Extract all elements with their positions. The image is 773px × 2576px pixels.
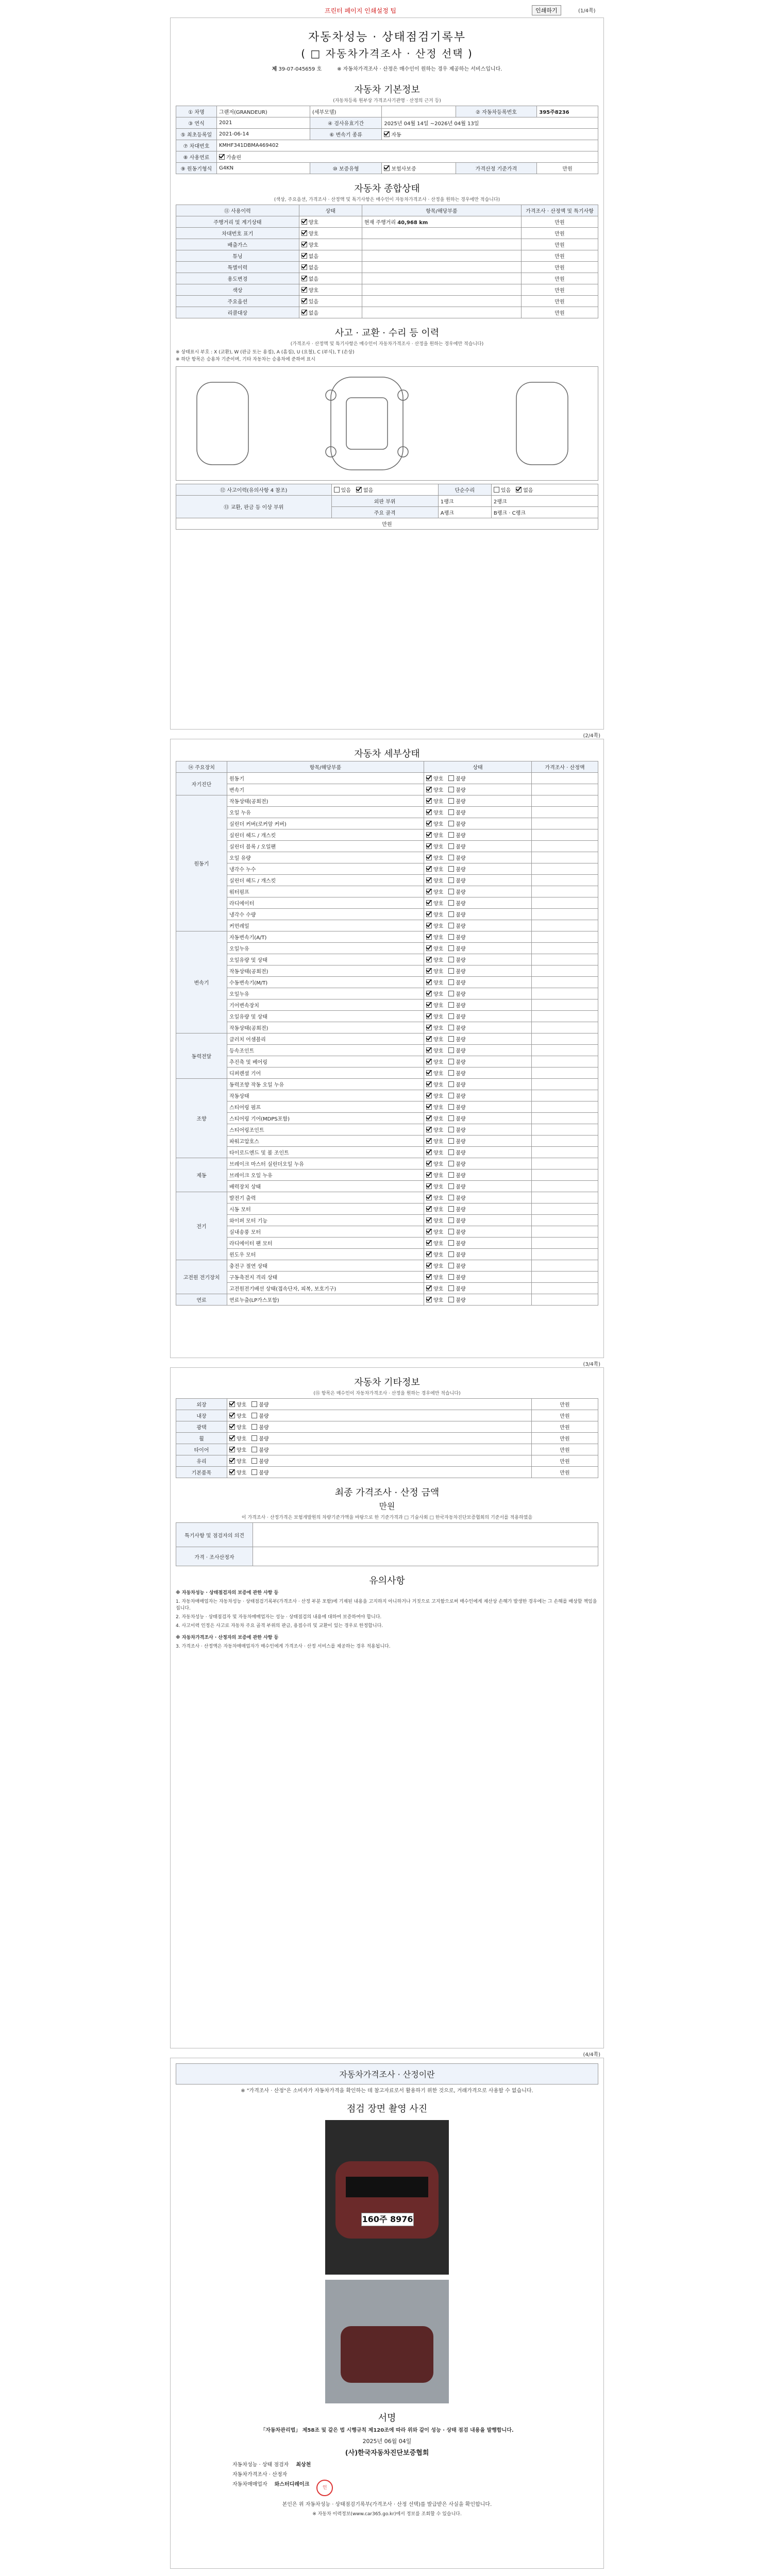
detail-row: 파워고압호스 양호 불량 [176, 1136, 598, 1147]
page-1 [170, 18, 604, 730]
plate-number: 395주8236 [537, 106, 598, 117]
detail-row: 실린더 헤드 / 개스킷 양호 불량 [176, 829, 598, 841]
page-header [170, 4, 604, 16]
detail-row: 실린더 블록 / 오일팬 양호 불량 [176, 841, 598, 852]
receipt-text: 본인은 위 자동차성능 · 상태점검기록부(가격조사 · 산정 선택)를 발급받은 사실을 확인합니다. [282, 2502, 492, 2507]
mileage-value: 40,968 km [397, 220, 428, 226]
accident-table: ⑫ 사고이력(유의사항 4 참조) 있음 없음 단순수리 있음 없음 ⑬ 교환, 판금 등 이상 부위 외판 부위 1랭크 2랭크 주요 골격 A랭크 B랭크 · C랭크 만원 [176, 484, 598, 530]
sign-dealer-row: 자동차매매업자 와스터디레이크 인 [232, 2480, 542, 2496]
detail-row: 제동 브레이크 마스터 실린더오일 누유 양호 불량 [176, 1158, 598, 1170]
detail-row: 자기진단 원동기 양호 불량 [176, 773, 598, 784]
final-table: 특기사항 및 점검자의 의견 가격 · 조사산정자 [176, 1522, 598, 1566]
detail-row: 냉각수 수량 양호 불량 [176, 909, 598, 920]
detail-row: 추진축 및 베어링 양호 불량 [176, 1056, 598, 1067]
detail-row: 스티어링 펌프 양호 불량 [176, 1101, 598, 1113]
page-2 [170, 733, 604, 1358]
detail-row: 기어변속장치 양호 불량 [176, 999, 598, 1011]
seal-stamp: 인 [316, 2480, 333, 2496]
photo-title: 점검 장면 촬영 사진 [346, 2104, 428, 2114]
sign-seller-row: 자동차가격조사 · 산정자 [232, 2472, 288, 2478]
car-rear-photo [325, 2280, 449, 2403]
detail-row: 라디에이터 팬 모터 양호 불량 [176, 1238, 598, 1249]
other-row: 내장 양호 불량 만원 [176, 1410, 598, 1421]
other-title: 자동차 기타정보 [354, 1377, 420, 1388]
overall-table: ⑪ 사용이력 상태 항목/해당부품 가격조사 · 산정액 및 특기사항 주행거리 및 계기상태 양호 현재 주행거리 40,968 km 만원 차대번호 표기 양호 만원 배출가스 양호 만원 튜닝 없음 만원 특별이력 없음 만원 용도변경 없음 만원 색상 양호 만원 주요옵션 있음 만원 리콜대상 없음 만원 [176, 205, 598, 318]
page-number: (3/4쪽) [583, 1362, 600, 1367]
detail-row: 전기 발전기 출력 양호 불량 [176, 1192, 598, 1204]
detail-row: 원동기 작동상태(공회전) 양호 불량 [176, 795, 598, 807]
other-row: 외장 양호 불량 만원 [176, 1399, 598, 1410]
detail-table: ⑭ 주요장치 항목/해당부품 상태 가격조사 · 산정액 자기진단 원동기 양호 불량 변속기 양호 불량 원동기 작동상태(공회전) 양호 불량 오일 누유 양호 불량 실린더 커버(로커암 커버) 양호 불량 실린더 헤드 / 개스킷 양호 불량 실린더 블록 / 오일팬 양호 불량 오일 유량 양호 불량 냉각수 누수 양호 불량 실린더 헤드 / 개스킷 양호 불량 워터펌프 양호 불량 라디에이터 양호 불량 냉각수 수량 양호 불량 커먼레일 양호 불량 변속기 자동변속기(A/T) 양호 불량 오일누유 양호 불량 오일유량 및 상태 양호 불량 작동상태(공회전) 양호 불량 수동변속기(M/T) 양호 불량 오일누유 양호 불량 기어변속장치 양호 불량 오일유량 및 상태 양호 불량 작동상태(공회전) 양호 불량 동력전달 클러치 어셈블리 양호 불량 등속조인트 양호 불량 추진축 및 베어링 양호 불량 디퍼렌셜 기어 양호 불량 조향 동력조향 작동 오일 누유 양호 불량 작동상태 양호 불량 스티어링 펌프 양호 불량 스티어링 기어(MDPS포함) 양호 불량 스티어링조인트 양호 불량 파워고압호스 양호 불량 타이로드엔드 및 볼 조인트 양호 불량 제동 브레이크 마스터 실린더오일 누유 양호 불량 브레이크 오일 누유 양호 불량 배력장치 상태 양호 불량 전기 발전기 출력 양호 불량 시동 모터 양호 불량 와이퍼 모터 기능 양호 불량 실내송풍 모터 양호 불량 라디에이터 팬 모터 양호 불량 윈도우 모터 양호 불량 고전원 전기장치 충전구 절연 상태 양호 불량 구동축전지 격리 상태 양호 불량 고전원전기배선 상태(접속단자, 피복, 보호기구) 양호 불량 연료 연료누출(LP가스포함) 양호 불량 [176, 761, 598, 1306]
overall-title: 자동차 종합상태 [354, 183, 420, 194]
sign-title: 서명 [378, 2413, 396, 2424]
doc-number: 39-07-045659 [278, 66, 315, 72]
detail-row: 오일누유 양호 불량 [176, 988, 598, 999]
page-number: (2/4쪽) [583, 733, 600, 739]
car-rear-icon [325, 2280, 449, 2403]
detail-row: 디퍼렌셜 기어 양호 불량 [176, 1067, 598, 1079]
car-front-photo [325, 2120, 449, 2275]
detail-row: 스티어링 기어(MDPS포함) 양호 불량 [176, 1113, 598, 1124]
detail-row: 커먼레일 양호 불량 [176, 920, 598, 931]
detail-title: 자동차 세부상태 [354, 749, 420, 759]
detail-row: 작동상태(공회전) 양호 불량 [176, 965, 598, 977]
detail-row: 동력전달 클러치 어셈블리 양호 불량 [176, 1033, 598, 1045]
basic-info-note: (자동차등록 원부상 가격조사기관명 · 산정의 근거 등) [333, 98, 441, 104]
overall-note: (색상, 주요옵션, 가격조사 · 산정액 및 특기사항은 매수인이 자동차가격조사 · 산정을 원하는 경우에만 적습니다) [274, 197, 500, 202]
footer-text: ※ 자동차 이력정보(www.car365.go.kr)에서 정보를 조회할 수 있습니다. [312, 2512, 462, 2517]
detail-row: 실내송풍 모터 양호 불량 [176, 1226, 598, 1238]
accident-title: 사고 · 교환 · 수리 등 이력 [334, 328, 440, 338]
car-outline-icon [176, 367, 598, 479]
page-number: (4/4쪽) [583, 2052, 600, 2058]
detail-row: 와이퍼 모터 기능 양호 불량 [176, 1215, 598, 1226]
caution-title: 유의사항 [369, 1575, 405, 1586]
print-button[interactable]: 인쇄하기 [532, 5, 561, 15]
detail-row: 작동상태(공회전) 양호 불량 [176, 1022, 598, 1033]
title-sub: ( □ 자동차가격조사 · 산정 선택 ) [301, 47, 473, 60]
accident-note: (가격조사 · 산정액 및 특기사항은 매수인이 자동차가격조사 · 산정을 원하는 경우에만 적습니다) [290, 342, 484, 347]
car-damage-diagram [176, 366, 598, 481]
detail-row: 변속기 자동변속기(A/T) 양호 불량 [176, 931, 598, 943]
final-title: 최종 가격조사 · 산정 금액 [334, 1487, 440, 1498]
license-plate: 160주 8976 [361, 2213, 414, 2226]
detail-row: 실린더 커버(로커암 커버) 양호 불량 [176, 818, 598, 829]
detail-row: 작동상태 양호 불량 [176, 1090, 598, 1101]
detail-row: 고전원 전기장치 충전구 절연 상태 양호 불량 [176, 1260, 598, 1272]
detail-row: 시동 모터 양호 불량 [176, 1204, 598, 1215]
other-row: 유리 양호 불량 만원 [176, 1455, 598, 1467]
caution-rules: ※ 자동차성능 · 상태점검자의 보증에 관한 사항 등 1. 자동차매매업자는 자동차성능 · 상태점검기록부(가격조사 · 산정 부분 포함)에 기재된 내용을 고지하지 아니하거나 거짓으로 고지함으로써 매수인에게 재산상 손해가 발생한 경우에는 그 손해를 배상할 책임을 집니다. 2. 자동차성능 · 상태점검자 및 자동차매매업자는 성능 · 상태점검의 내용에 대하여 보증하여야 합니다. 4. 사고이력 인정은 사고로 자동차 주요 골격 부위의 판금, 용접수리 및 교환이 있는 경우로 한정합니다. ※ 자동차가격조사 · 산정자의 보증에 관한 사항 등 3. 가격조사 · 산정액은 자동차매매업자가 매수인에게 가격조사 · 산정 서비스를 제공하는 경우 적용됩니다. [176, 1590, 597, 1649]
sign-date: 2025년 06월 04일 [362, 2438, 412, 2445]
document-title [176, 23, 598, 75]
detail-row: 오일유량 및 상태 양호 불량 [176, 954, 598, 965]
final-unit: 만원 [379, 1501, 395, 1511]
detail-row: 오일누유 양호 불량 [176, 943, 598, 954]
other-row: 타이어 양호 불량 만원 [176, 1444, 598, 1455]
doc-number-row: 제 39-07-045659 호 ※ 자동차가격조사 · 산정은 매수인이 원하는 경우 제공하는 서비스입니다. [176, 64, 598, 72]
detail-row: 윈도우 모터 양호 불량 [176, 1249, 598, 1260]
sign-inspector-row: 자동차성능 · 상태 점검자 최상천 [232, 2462, 311, 2468]
other-row: 광택 양호 불량 만원 [176, 1421, 598, 1433]
final-note: 이 가격조사 · 산정가격은 보험개발원의 차량기준가액을 바탕으로 한 기준가격과 □ 기술사회 □ 한국자동차진단보증협회의 기준서를 적용하였음 [241, 1515, 533, 1520]
detail-row: 연료 연료누출(LP가스포함) 양호 불량 [176, 1294, 598, 1306]
basic-info-title: 자동차 기본정보 [354, 84, 420, 95]
detail-row: 변속기 양호 불량 [176, 784, 598, 795]
detail-row: 타이로드엔드 및 볼 조인트 양호 불량 [176, 1147, 598, 1158]
price-explain-box: 자동차가격조사 · 산정이란 [176, 2063, 598, 2084]
detail-row: 워터펌프 양호 불량 [176, 886, 598, 897]
detail-row: 냉각수 누수 양호 불량 [176, 863, 598, 875]
detail-row: 수동변속기(M/T) 양호 불량 [176, 977, 598, 988]
sign-law: 「자동차관리법」 제58조 및 같은 법 시행규칙 제120조에 따라 위와 같이 성능 · 상태 점검 내용을 발행합니다. [260, 2428, 514, 2433]
detail-row: 조향 동력조향 작동 오일 누유 양호 불량 [176, 1079, 598, 1090]
detail-row: 구동축전지 격리 상태 양호 불량 [176, 1272, 598, 1283]
other-row: 기본품목 양호 불량 만원 [176, 1467, 598, 1478]
price-explain-text: ※ "가격조사 · 산정"은 소비자가 자동차가격을 확인하는 데 참고자료로서 활용하기 위한 것으로, 거래가격으로 사용할 수 없습니다. [241, 2088, 533, 2094]
detail-row: 스티어링조인트 양호 불량 [176, 1124, 598, 1136]
detail-row: 오일 유량 양호 불량 [176, 852, 598, 863]
other-table [176, 1398, 598, 1478]
page-3 [170, 1362, 604, 2048]
other-row: 휠 양호 불량 만원 [176, 1433, 598, 1444]
print-tip-link[interactable]: 프린터 페이지 인쇄설정 팁 [325, 7, 396, 14]
car-front-icon [325, 2120, 449, 2275]
title-main: 자동차성능 · 상태점검기록부 [308, 31, 466, 44]
service-notice: ※ 자동차가격조사 · 산정은 매수인이 원하는 경우 제공하는 서비스입니다. [337, 66, 502, 72]
detail-row: 오일 누유 양호 불량 [176, 807, 598, 818]
basic-info-table: ① 차명 그랜저(GRANDEUR) (세부모델) ② 자동차등록번호 395주8236 ③ 연식 2021 ④ 검사유효기간 2025년 04월 14일 ~2026년 04월 13일 ⑤ 최초등록일 2021-06-14 ⑥ 변속기 종류 자동 ⑦ 차대번호 KMHF341DBMA469402 ⑧ 사용연료 가솔린 ⑨ 원동기형식 G4KN ⑩ 보증유형 보험사보증 가격산정 기준가격 만원 [176, 106, 598, 174]
detail-row: 실린더 헤드 / 개스킷 양호 불량 [176, 875, 598, 886]
accident-legend: ※ 상태표시 부호 : X (교환), W (판금 또는 용접), A (흠집), U (요철), C (부식), T (손상) ※ 하단 항목은 승용차 기준이며, 기타 자동차는 승용차에 준하여 표시 [176, 350, 355, 362]
page-number: (1/4쪽) [578, 8, 596, 14]
page-4 [170, 2052, 604, 2569]
detail-row: 배력장치 상태 양호 불량 [176, 1181, 598, 1192]
detail-row: 오일유량 및 상태 양호 불량 [176, 1011, 598, 1022]
detail-row: 등속조인트 양호 불량 [176, 1045, 598, 1056]
sign-org: (사)한국자동차진단보증협회 [345, 2449, 429, 2457]
detail-row: 고전원전기배선 상태(접속단자, 피복, 보호기구) 양호 불량 [176, 1283, 598, 1294]
detail-row: 브레이크 오일 누유 양호 불량 [176, 1170, 598, 1181]
detail-row: 라디에이터 양호 불량 [176, 897, 598, 909]
other-note: (⑮ 항목은 매수인이 자동차가격조사 · 산정을 원하는 경우에만 적습니다) [313, 1391, 461, 1396]
